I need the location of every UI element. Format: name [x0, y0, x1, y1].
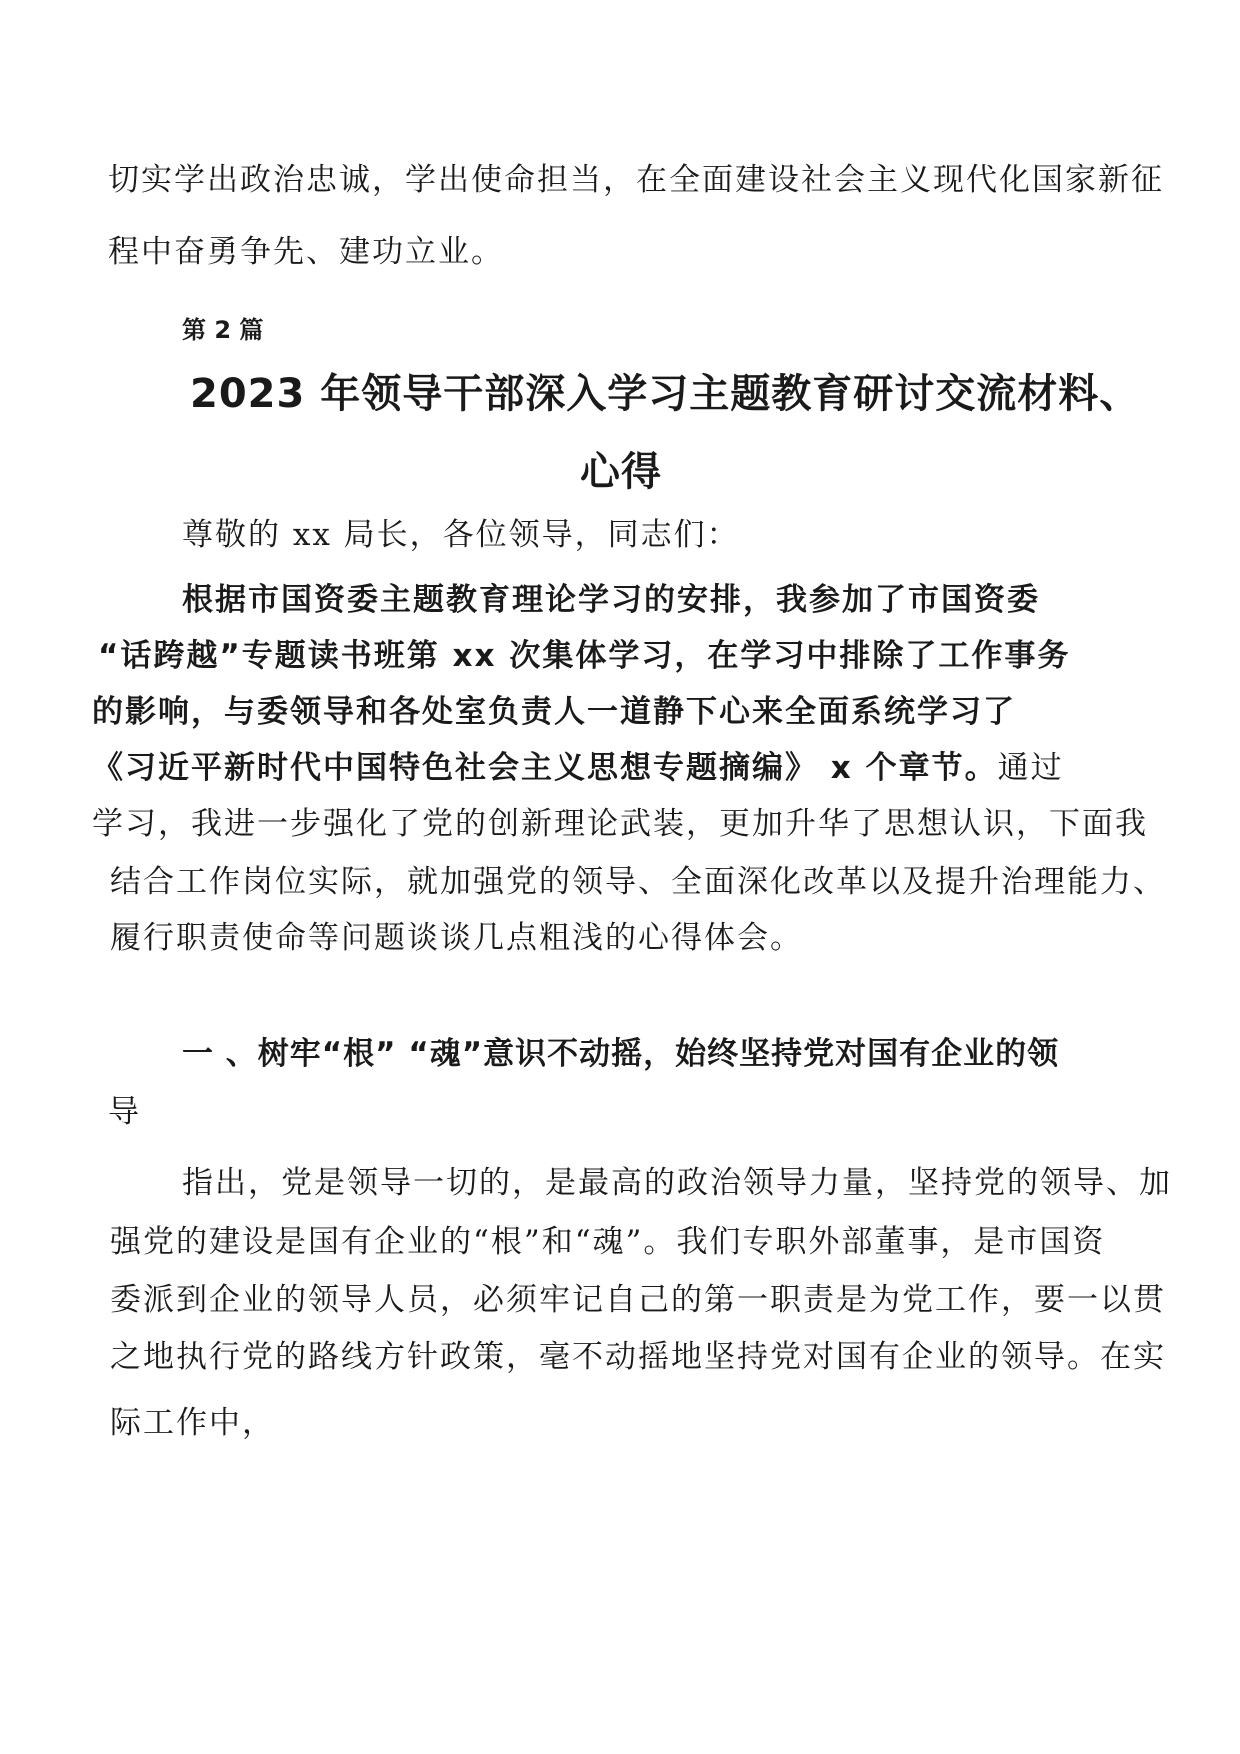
intro-normal-line-3: 履行职责使命等问题谈谈几点粗浅的心得体会。: [110, 920, 803, 956]
intro-normal-line-2: 结合工作岗位实际，就加强党的领导、全面深化改革以及提升治理能力、: [110, 864, 1166, 900]
salutation: 尊敬的 xx 局长，各位领导，同志们：: [182, 517, 740, 553]
intro-mixed-line: [92, 748, 1064, 788]
intro-mixed-normal-text: 通过: [997, 750, 1064, 786]
section-1-body-line-5: 际工作中，: [110, 1405, 275, 1441]
section-1-body-line-2: 强党的建设是国有企业的“根”和“魂”。我们专职外部董事，是市国资: [110, 1224, 1106, 1260]
intro-bold-line-3: 的影响，与委领导和各处室负责人一道静下心来全面系统学习了: [92, 694, 1016, 730]
intro-normal-line-1: 学习，我进一步强化了党的创新理论武装，更加升华了思想认识，下面我: [92, 806, 1148, 842]
article-title-line-2: 心得: [580, 449, 662, 495]
section-1-heading-line-2: 导: [108, 1094, 141, 1130]
section-1-heading-line-1: 一 、树牢“根” “魂”意识不动摇，始终坚持党对国有企业的领: [182, 1036, 1060, 1072]
section-1-body-line-4: 之地执行党的路线方针政策，毫不动摇地坚持党对国有企业的领导。在实: [110, 1339, 1166, 1375]
intro-bold-line-2: “话跨越”专题读书班第 xx 次集体学习，在学习中排除了工作事务: [98, 638, 1071, 674]
section-1-body-line-1: 指出，党是领导一切的，是最高的政治领导力量，坚持党的领导、加: [182, 1165, 1172, 1201]
prev-article-line-2: 程中奋勇争先、建功立业。: [108, 234, 504, 270]
article-title-line-1: 2023 年领导干部深入学习主题教育研讨交流材料、: [190, 371, 1141, 417]
intro-bold-line-1: 根据市国资委主题教育理论学习的安排，我参加了市国资委: [182, 582, 1040, 618]
prev-article-line-1: 切实学出政治忠诚，学出使命担当，在全面建设社会主义现代化国家新征: [108, 162, 1164, 198]
section-1-body-line-3: 委派到企业的领导人员，必须牢记自己的第一职责是为党工作，要一以贯: [110, 1282, 1166, 1318]
intro-mixed-bold-text: 《习近平新时代中国特色社会主义思想专题摘编》 x 个章节。: [92, 750, 998, 786]
article-number-label: 第 2 篇: [182, 316, 264, 344]
